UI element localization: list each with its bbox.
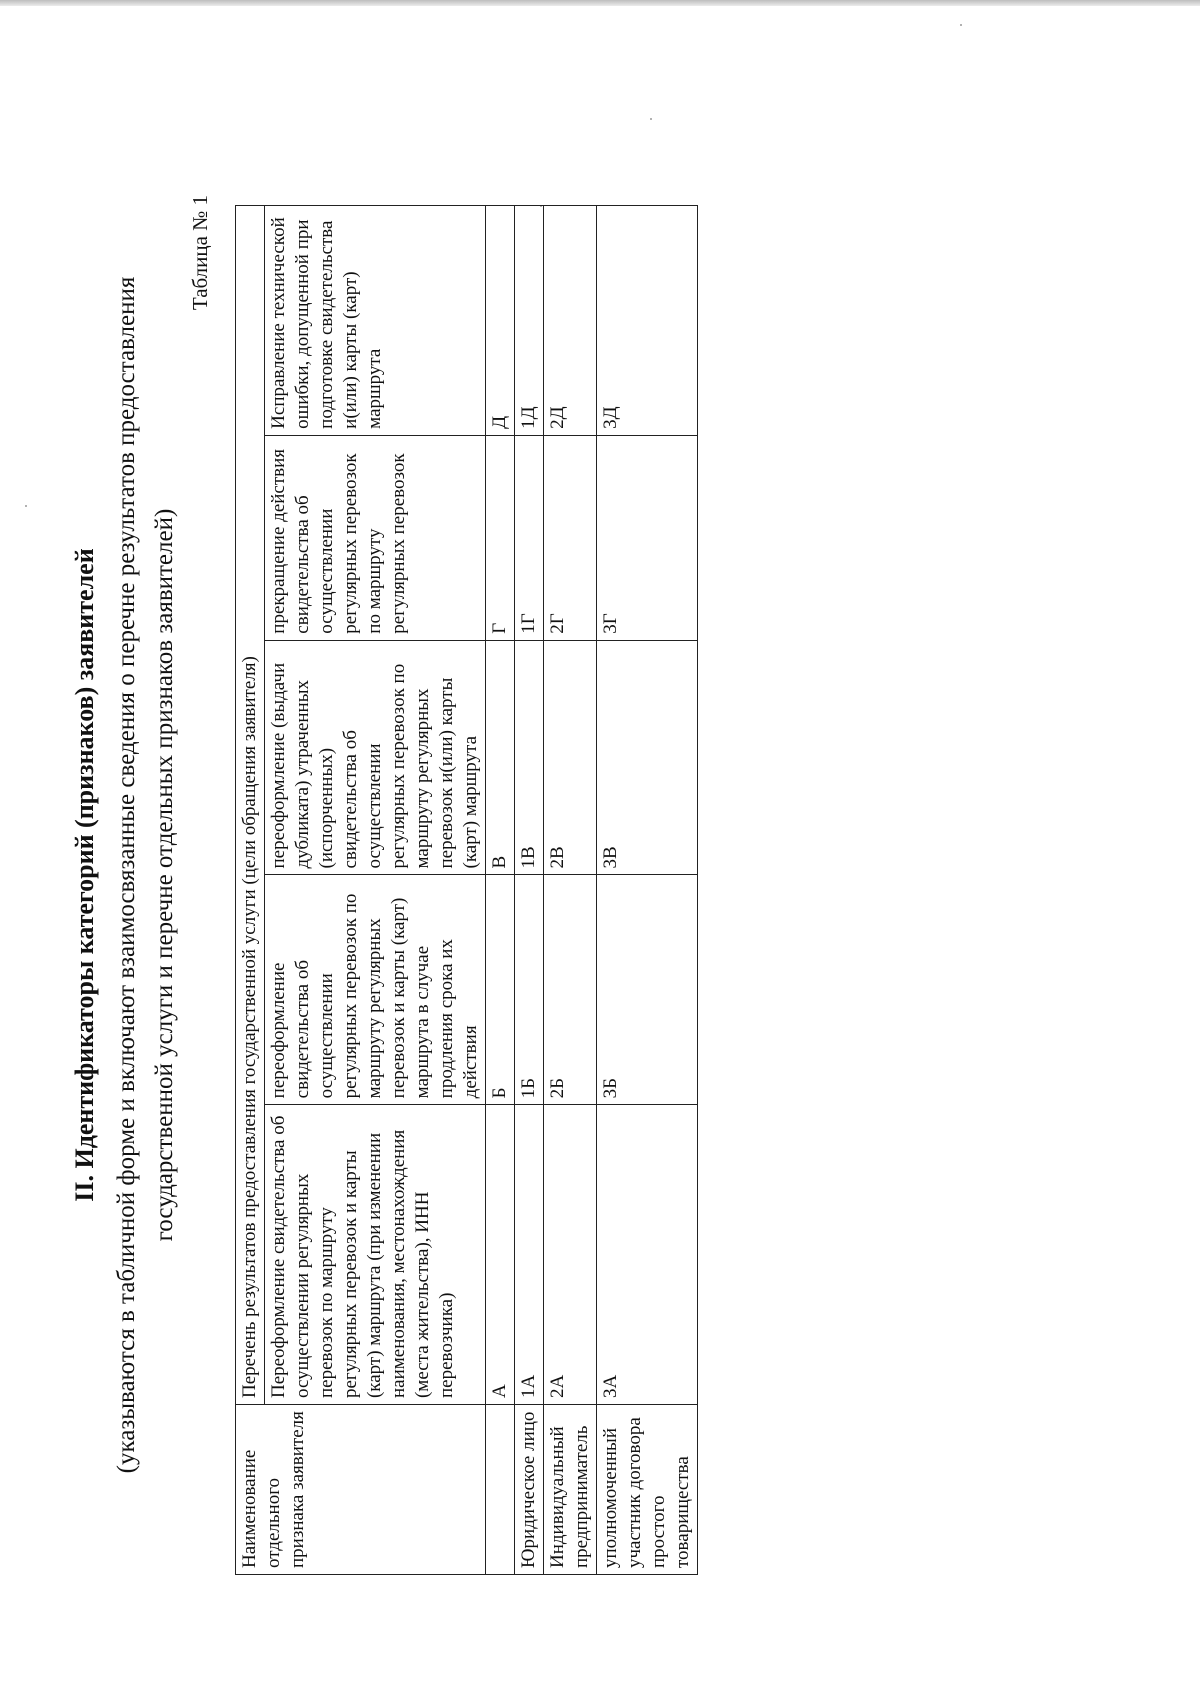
column-code-d: Г — [486, 435, 515, 640]
table-cell: 2Д — [544, 206, 597, 436]
scan-top-edge — [0, 0, 1200, 6]
table-cell: 1В — [515, 640, 544, 875]
table-cell: 2В — [544, 640, 597, 875]
table-number: Таблица № 1 — [188, 195, 212, 311]
column-header-b: переоформление свидетельства об осуществлении регулярных перевозок по маршруту регулярных перевозок и карты (карт) маршрута в случае продления срока их действия — [265, 875, 486, 1105]
table-cell: 2Б — [544, 875, 597, 1105]
table-cell: 3Г — [597, 435, 698, 640]
column-code-e: Д — [486, 206, 515, 436]
applicant-identifiers-table — [235, 205, 698, 1575]
code-row-empty-cell — [486, 1405, 515, 1575]
table-subheader-row — [265, 206, 486, 1575]
table-cell: 1Г — [515, 435, 544, 640]
table-row — [544, 206, 597, 1575]
scan-speck — [650, 118, 652, 120]
group-header-cell: Перечень результатов предоставления государственной услуги (цели обращения заявителя) — [236, 206, 265, 1405]
table-cell: 3Д — [597, 206, 698, 436]
table-cell: 3Б — [597, 875, 698, 1105]
table-cell: 3А — [597, 1105, 698, 1405]
column-header-c: переоформление (выдачи дубликата) утраченных (испорченных) свидетельства об осуществлении регулярных перевозок по маршруту регулярных перевозок и(или) карты (карт) маршрута — [265, 640, 486, 875]
table-cell: 2Г — [544, 435, 597, 640]
row-name: Индивидуальный предприниматель — [544, 1405, 597, 1575]
table-cell: 1Д — [515, 206, 544, 436]
column-header-e: Исправление технической ошибки, допущенной при подготовке свидетельства и(или) карты (карт) маршрута — [265, 206, 486, 436]
table-cell: 1А — [515, 1105, 544, 1405]
table-row — [515, 206, 544, 1575]
rotated-page-content — [60, 165, 1060, 1585]
subtitle-line-2: государственной услуги и перечне отдельных признаков заявителей) — [151, 508, 178, 1242]
table-cell: 1Б — [515, 875, 544, 1105]
row-name: Юридическое лицо — [515, 1405, 544, 1575]
scan-speck — [960, 24, 962, 26]
column-code-b: Б — [486, 875, 515, 1105]
row-name: уполномоченный участник договора простого товарищества — [597, 1405, 698, 1575]
column-header-a: Переоформление свидетельства об осуществлении регулярных перевозок по маршруту регулярных перевозок и карты (карт) маршрута (при изменении наименования, местонахождения (места жительства), ИНН перевозчика) — [265, 1105, 486, 1405]
scan-speck — [25, 505, 27, 507]
column-header-d: прекращение действия свидетельства об осуществлении регулярных перевозок по маршруту регулярных перевозок — [265, 435, 486, 640]
column-code-c: В — [486, 640, 515, 875]
table-header-row — [236, 206, 265, 1575]
section-subtitle — [108, 165, 184, 1585]
table-cell: 3В — [597, 640, 698, 875]
name-header-cell: Наименование отдельного признака заявителя — [236, 1405, 486, 1575]
table-cell: 2А — [544, 1105, 597, 1405]
column-code-a: А — [486, 1105, 515, 1405]
subtitle-line-1: (указываются в табличной форме и включают взаимосвязанные сведения о перечне результатов предоставления — [113, 276, 140, 1474]
table-row — [597, 206, 698, 1575]
code-row — [486, 206, 515, 1575]
section-title: II. Идентификаторы категорий (признаков) заявителей — [70, 548, 99, 1202]
